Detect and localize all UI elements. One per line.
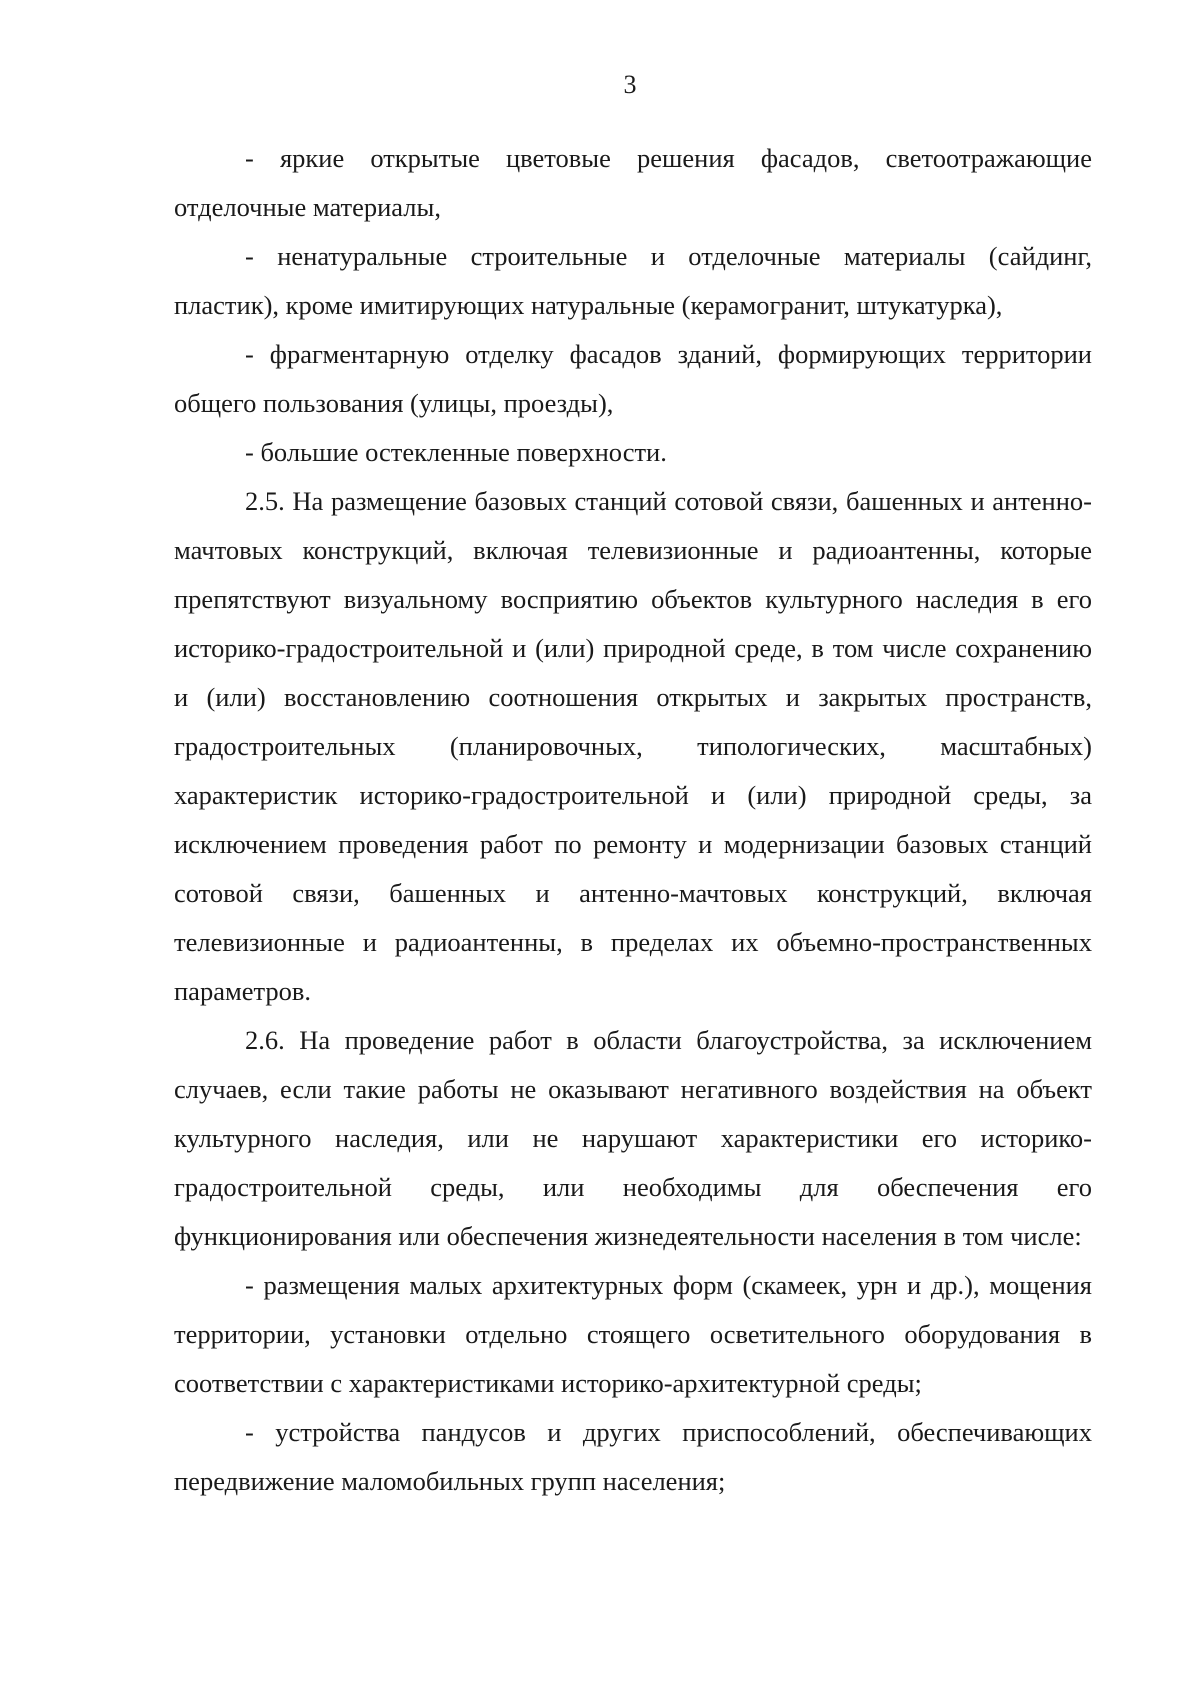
list-item-glazed-surfaces: - большие остекленные поверхности. — [245, 437, 667, 467]
list-item-bright-colors: - яркие открытые цветовые решения фасадов, светоотражающие отделочные материалы, — [174, 143, 1092, 222]
list-item-small-forms: - размещения малых архитектурных форм (скамеек, урн и др.), мощения территории, установки отдельно стоящего осветительного оборудования в соответствии с характеристиками историко-архитектурной среды; — [174, 1270, 1092, 1398]
list-item-fragmentary-finish: - фрагментарную отделку фасадов зданий, формирующих территории общего пользования (улицы, проезды), — [174, 339, 1092, 418]
section-2-5-paragraph: 2.5. На размещение базовых станций сотовой связи, башенных и антенно- мачтовых конструкций, включая телевизионные и радиоантенны, которые препятствуют визуальному восприятию объектов культурного наследия в его историко-градостроительной и (или) природной среде, в том числе сохранению и (или) восстановлению соотношения открытых и закрытых пространств, градостроительных (планировочных, типологических, масштабных) характеристик историко-градостроительной и (или) природной среды, за исключением проведения работ по ремонту и модернизации базовых станций сотовой связи, башенных и антенно-мачтовых конструкций, включая телевизионные и радиоантенны, в пределах их объемно-пространственных параметров. — [174, 486, 1092, 1006]
section-2-6-paragraph: 2.6. На проведение работ в области благоустройства, за исключением случаев, если такие работы не оказывают негативного воздействия на объект культурного наследия, или не нарушают характеристики его историко-градостроительной среды, или необходимы для обеспечения его функционирования или обеспечения жизнедеятельности населения в том числе: — [174, 1025, 1092, 1251]
list-item-ramps: - устройства пандусов и других приспособлений, обеспечивающих передвижение маломобильных групп населения; — [174, 1417, 1092, 1496]
page-number: 3 — [623, 70, 637, 99]
list-item-artificial-materials: - ненатуральные строительные и отделочные материалы (сайдинг, пластик), кроме имитирующих натуральные (керамогранит, штукатурка), — [174, 241, 1092, 320]
document-body — [174, 134, 1092, 1506]
